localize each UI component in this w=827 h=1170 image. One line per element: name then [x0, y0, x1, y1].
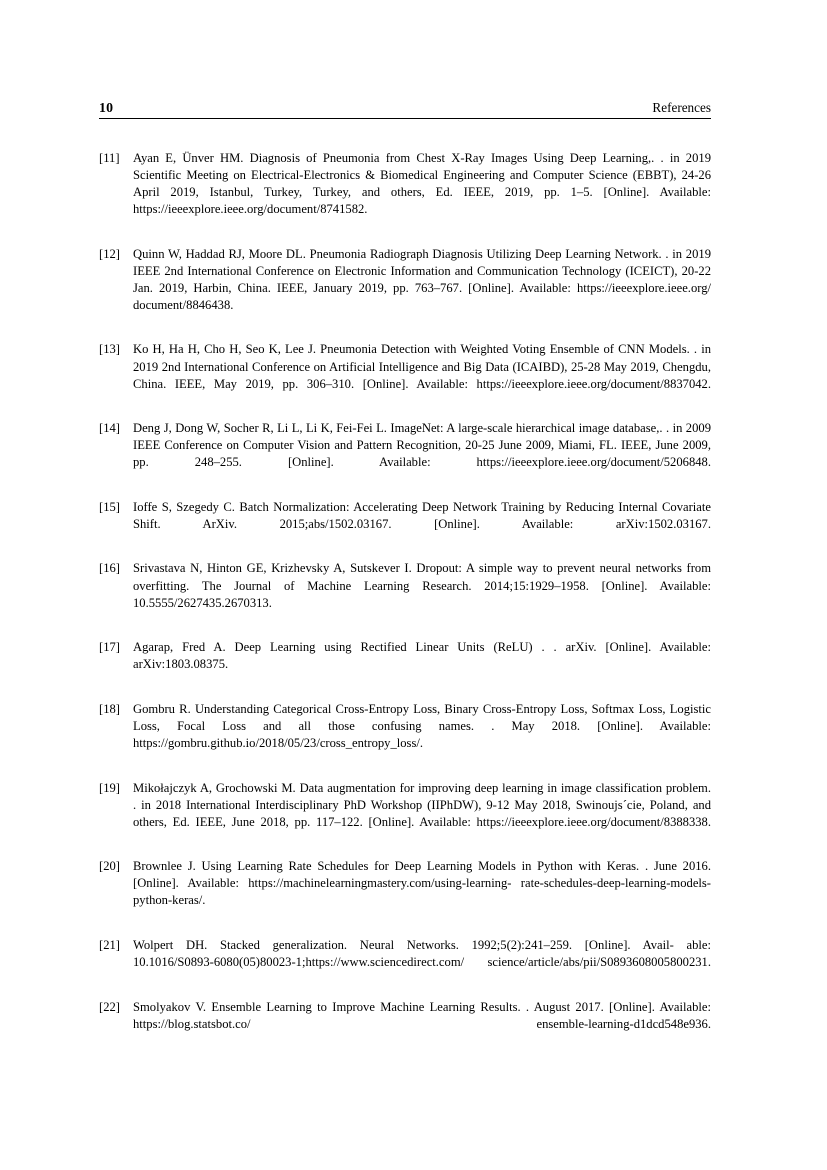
- reference-entry: [99, 701, 711, 769]
- reference-text: Gombru R. Understanding Categorical Cross-Entropy Loss, Binary Cross-Entropy Loss, Softmax Loss, Logistic Loss, Focal Loss and all those confusing names. . May 2018. [Online]. Available: https://gombru.github.io/2018/05/23/cross_entropy_loss/.: [133, 701, 711, 750]
- reference-label: [14]: [99, 421, 120, 436]
- reference-text: Agarap, Fred A. Deep Learning using Rectified Linear Units (ReLU) . . arXiv. [Online]. Available: arXiv:1803.08375.: [133, 640, 711, 672]
- page-header: [99, 100, 711, 119]
- reference-text: Wolpert DH. Stacked generalization. Neural Networks. 1992;5(2):241–259. [Online]. Avail- able: 10.1016/S0893-6080(05)80023-1;https://www.sciencedirect.com/ science/article/abs/pii/S0893608005800231.: [133, 937, 711, 969]
- reference-label: [22]: [99, 999, 120, 1014]
- reference-text: Ioffe S, Szegedy C. Batch Normalization: Accelerating Deep Network Training by Reducing Internal Covariate Shift. ArXiv. 2015;abs/1502.03167. [Online]. Available: arXiv:1502.03167.: [133, 499, 711, 531]
- reference-entry: [99, 937, 711, 988]
- reference-text: Quinn W, Haddad RJ, Moore DL. Pneumonia Radiograph Diagnosis Utilizing Deep Learning Network. . in 2019 IEEE 2nd International Conference on Electronic Information and Communication Technology (ICEICT), 20-22 Jan. 2019, Harbin, China. IEEE, January 2019, pp. 763–767. [Online]. Available: https://ieeexplore.ieee.org/ document/8846438.: [133, 246, 711, 312]
- reference-label: [15]: [99, 499, 120, 514]
- reference-text: Ko H, Ha H, Cho H, Seo K, Lee J. Pneumonia Detection with Weighted Voting Ensemble of CNN Models. . in 2019 2nd International Conference on Artificial Intelligence and Big Data (ICAIBD), 25-28 May 2019, Chengdu, China. IEEE, May 2019, pp. 306–310. [Online]. Available: https://ieeexplore.ieee.org/document/8837042.: [133, 342, 711, 391]
- reference-entry: [99, 999, 711, 1050]
- reference-text: Mikołajczyk A, Grochowski M. Data augmentation for improving deep learning in image classification problem. . in 2018 International Interdisciplinary PhD Workshop (IIPhDW), 9-12 May 2018, Swinoujs´cie, Poland, and others, Ed. IEEE, June 2018, pp. 117–122. [Online]. Available: https://ieeexplore.ieee.org/document/8388338.: [133, 780, 711, 829]
- page-header-title: References: [652, 99, 711, 115]
- reference-entry: [99, 341, 711, 409]
- reference-text: Deng J, Dong W, Socher R, Li L, Li K, Fei-Fei L. ImageNet: A large-scale hierarchical image database,. . in 2009 IEEE Conference on Computer Vision and Pattern Recognition, 20-25 June 2009, Miami, FL. IEEE, June 2009, pp. 248–255. [Online]. Available: https://ieeexplore.ieee.org/document/5206848.: [133, 421, 711, 470]
- reference-text: Ayan E, Ünver HM. Diagnosis of Pneumonia from Chest X-Ray Images Using Deep Learning,. . in 2019 Scientific Meeting on Electrical-Electronics & Biomedical Engineering and Computer Science (EBBT), 24-26 April 2019, Istanbul, Turkey, Turkey, and others, Ed. IEEE, 2019, pp. 1–5. [Online]. Available: https://ieeexplore.ieee.org/document/8741582.: [133, 151, 711, 217]
- reference-label: [13]: [99, 342, 120, 357]
- reference-label: [19]: [99, 780, 120, 795]
- reference-entry: [99, 420, 711, 488]
- reference-label: [21]: [99, 937, 120, 952]
- reference-label: [18]: [99, 701, 120, 716]
- reference-text: Smolyakov V. Ensemble Learning to Improve Machine Learning Results. . August 2017. [Online]. Available: https://blog.statsbot.co/ ensemble-learning-d1dcd548e936.: [133, 999, 711, 1031]
- reference-text: Srivastava N, Hinton GE, Krizhevsky A, Sutskever I. Dropout: A simple way to prevent neural networks from overfitting. The Journal of Machine Learning Research. 2014;15:1929–1958. [Online]. Available: 10.5555/2627435.2670313.: [133, 561, 711, 610]
- reference-entry: [99, 246, 711, 331]
- references-list: [99, 150, 711, 1060]
- reference-label: [17]: [99, 640, 120, 655]
- page-number: 10: [99, 100, 114, 115]
- reference-entry: [99, 499, 711, 550]
- reference-label: [20]: [99, 859, 120, 874]
- reference-label: [12]: [99, 246, 120, 261]
- reference-label: [11]: [99, 151, 120, 165]
- reference-label: [16]: [99, 561, 120, 576]
- reference-entry: [99, 560, 711, 628]
- reference-text: Brownlee J. Using Learning Rate Schedules for Deep Learning Models in Python with Keras. . June 2016. [Online]. Available: https://machinelearningmastery.com/using-learning- rate-schedules-deep-learning-models-python-keras/.: [133, 859, 711, 908]
- reference-entry: [99, 150, 711, 235]
- reference-entry: [99, 780, 711, 848]
- reference-entry: [99, 858, 711, 926]
- reference-entry: [99, 639, 711, 690]
